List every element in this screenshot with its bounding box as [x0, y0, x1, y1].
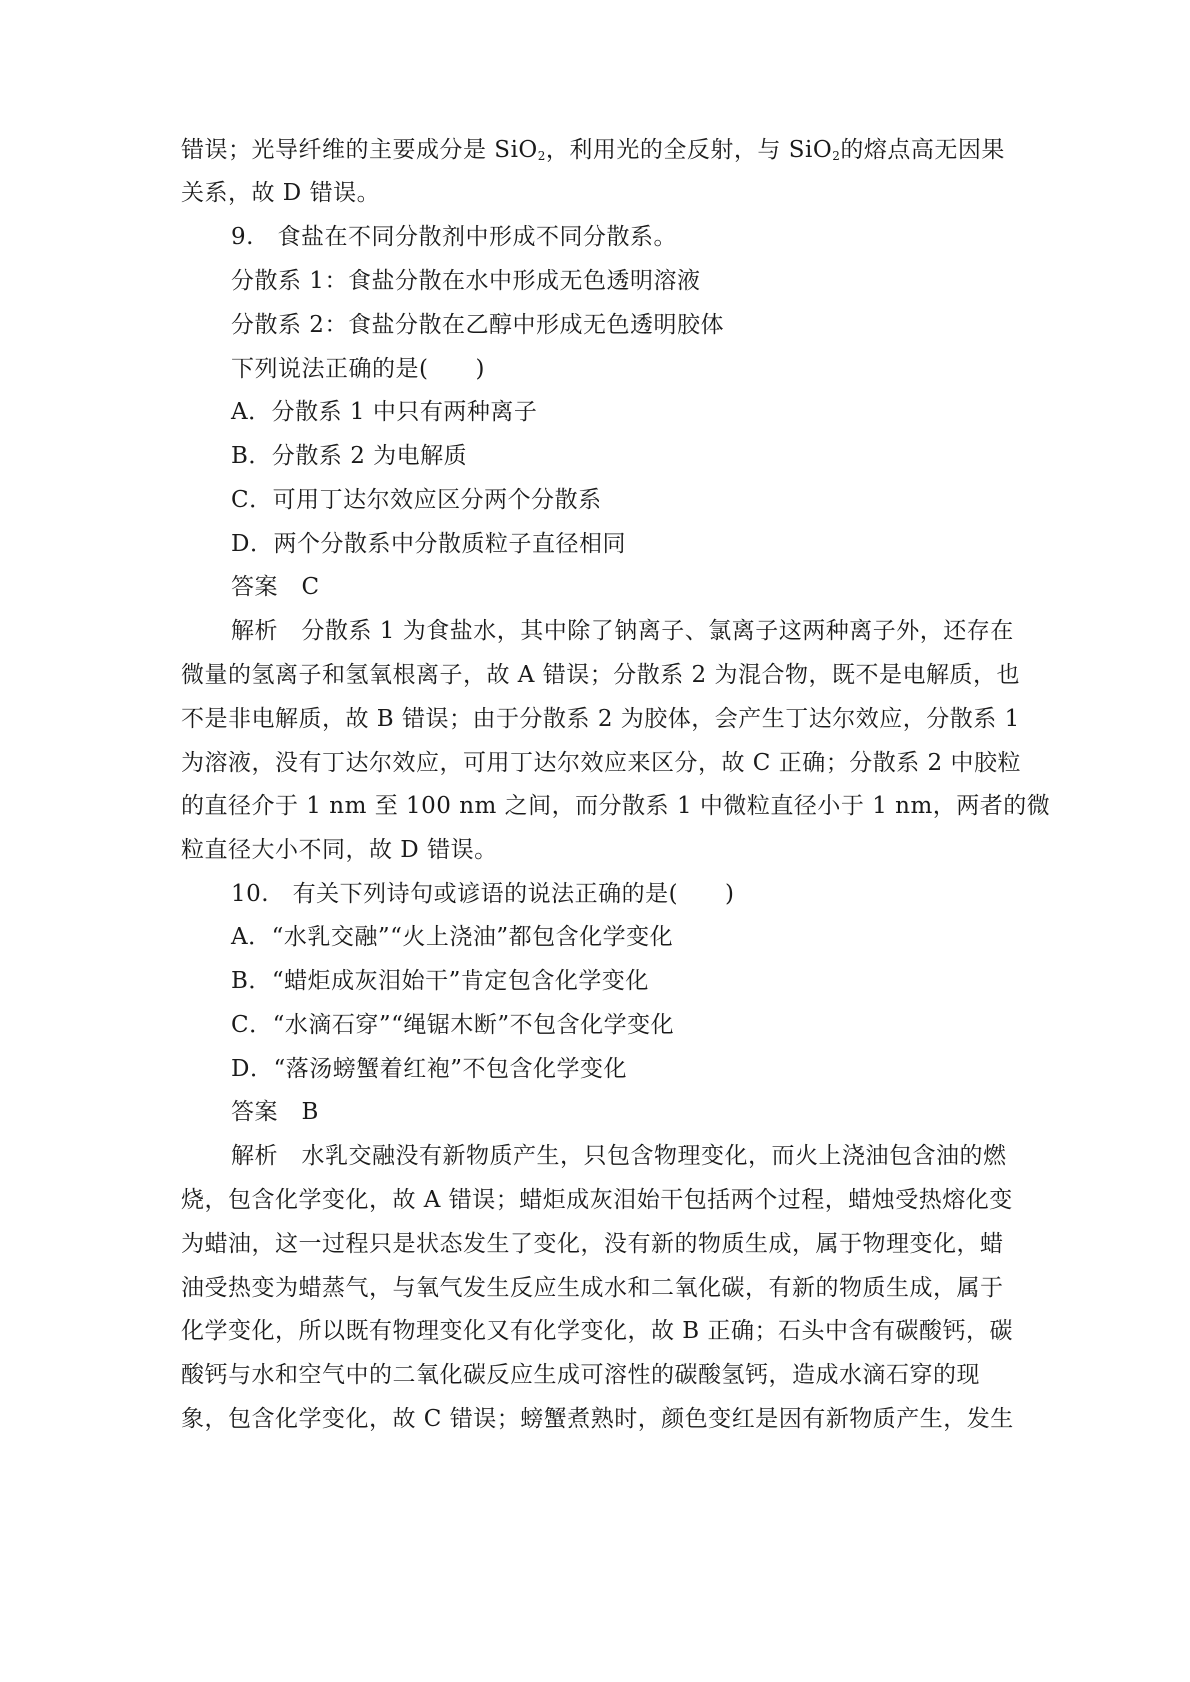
- option-b: B．“蜡炬成灰泪始干”肯定包含化学变化: [231, 968, 649, 994]
- question-prompt: 下列说法正确的是( ): [231, 356, 485, 382]
- text-line: 烧，包含化学变化，故 A 错误；蜡炬成灰泪始干包括两个过程，蜡烛受热熔化变: [181, 1187, 1013, 1213]
- text-line: 为溶液，没有丁达尔效应，可用丁达尔效应来区分，故 C 正确；分散系 2 中胶粒: [181, 750, 1021, 776]
- question-10-stem: 10. 有关下列诗句或谚语的说法正确的是( ): [231, 881, 735, 907]
- text-line: 不是非电解质，故 B 错误；由于分散系 2 为胶体，会产生丁达尔效应，分散系 1: [181, 706, 1020, 732]
- text-line: 分散系 2：食盐分散在乙醇中形成无色透明胶体: [231, 312, 724, 338]
- text-line: 关系，故 D 错误。: [181, 180, 381, 206]
- text-line: 错误；光导纤维的主要成分是 SiO$_2$，利用光的全反射，与 SiO$_2$的熔点高无因果: [181, 137, 1005, 163]
- option-d: D．两个分散系中分散质粒子直径相同: [231, 531, 626, 557]
- analysis-10: 解析 水乳交融没有新物质产生，只包含物理变化，而火上浇油包含油的燃: [231, 1143, 1007, 1169]
- text-line: 分散系 1：食盐分散在水中形成无色透明溶液: [231, 268, 701, 294]
- text-line: 微量的氢离子和氢氧根离子，故 A 错误；分散系 2 为混合物，既不是电解质，也: [181, 662, 1020, 688]
- text-line: 象，包含化学变化，故 C 错误；螃蟹煮熟时，颜色变红是因有新物质产生，发生: [181, 1406, 1014, 1432]
- analysis-9: 解析 分散系 1 为食盐水，其中除了钠离子、氯离子这两种离子外，还存在: [231, 618, 1014, 644]
- option-d: D．“落汤螃蟹着红袍”不包含化学变化: [231, 1056, 627, 1082]
- text-line: 酸钙与水和空气中的二氧化碳反应生成可溶性的碳酸氢钙，造成水滴石穿的现: [181, 1362, 980, 1388]
- option-c: C．“水滴石穿”“绳锯木断”不包含化学变化: [231, 1012, 675, 1038]
- option-c: C．可用丁达尔效应区分两个分散系: [231, 487, 602, 513]
- text-line: 粒直径大小不同，故 D 错误。: [181, 837, 498, 863]
- text-line: 油受热变为蜡蒸气，与氧气发生反应生成水和二氧化碳，有新的物质生成，属于: [181, 1275, 1004, 1301]
- text-line: 为蜡油，这一过程只是状态发生了变化，没有新的物质生成，属于物理变化，蜡: [181, 1231, 1004, 1257]
- option-a: A．分散系 1 中只有两种离子: [231, 399, 538, 425]
- text-line: 化学变化，所以既有物理变化又有化学变化，故 B 正确；石头中含有碳酸钙，碳: [181, 1318, 1014, 1344]
- answer-9: 答案 C: [231, 574, 320, 600]
- option-b: B．分散系 2 为电解质: [231, 443, 468, 469]
- question-9-stem: 9. 食盐在不同分散剂中形成不同分散系。: [231, 224, 677, 250]
- option-a: A．“水乳交融”“火上浇油”都包含化学变化: [231, 924, 674, 950]
- text-line: 的直径介于 1 nm 至 100 nm 之间，而分散系 1 中微粒直径小于 1 nm，两者的微: [181, 793, 1051, 819]
- answer-10: 答案 B: [231, 1099, 319, 1125]
